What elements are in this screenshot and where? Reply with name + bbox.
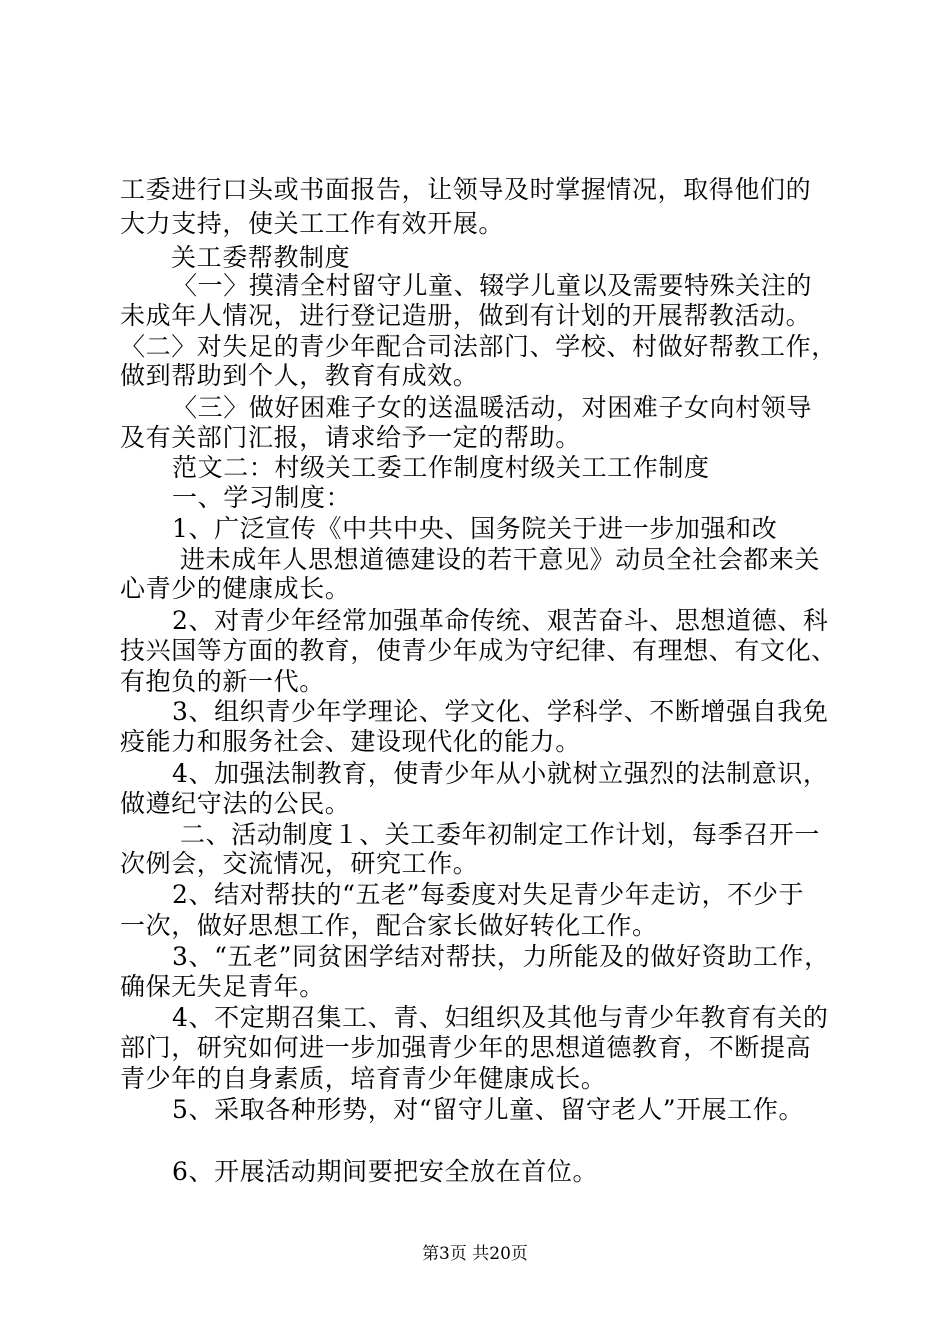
section-heading: 范文二：村级关工委工作制度村级关工工作制度 bbox=[172, 453, 710, 482]
text-line: 一次，做好思想工作，配合家长做好转化工作。 bbox=[120, 911, 658, 940]
text-line: 心青少的健康成长。 bbox=[120, 574, 351, 603]
text-line: 做到帮助到个人，教育有成效。 bbox=[120, 361, 479, 390]
text-line: 〈一〉摸清全村留守儿童、辍学儿童以及需要特殊关注的 bbox=[172, 271, 813, 300]
text-line: 疫能力和服务社会、建设现代化的能力。 bbox=[120, 727, 581, 756]
text-line: 3、组织青少年学理论、学文化、学科学、不断增强自我免 bbox=[172, 697, 829, 726]
text-line: 二、活动制度１、关工委年初制定工作计划，每季召开一 bbox=[180, 820, 821, 849]
text-line: 及有关部门汇报，请求给予一定的帮助。 bbox=[120, 423, 581, 452]
section-heading: 关工委帮教制度 bbox=[171, 243, 351, 272]
text-line: 青少年的自身素质，培育青少年健康成长。 bbox=[120, 1064, 607, 1093]
text-line: 技兴国等方面的教育，使青少年成为守纪律、有理想、有文化、 bbox=[120, 636, 837, 665]
text-line: 确保无失足青年。 bbox=[120, 972, 325, 1001]
text-line: 〈二〉对失足的青少年配合司法部门、学校、村做好帮教工作， bbox=[120, 332, 837, 361]
text-line: 未成年人情况，进行登记造册，做到有计划的开展帮教活动。 bbox=[120, 301, 812, 330]
text-line: 5、采取各种形势，对“留守儿童、留守老人”开展工作。 bbox=[172, 1095, 805, 1124]
text-line: 4、不定期召集工、青、妇组织及其他与青少年教育有关的 bbox=[172, 1003, 829, 1032]
text-line: 次例会，交流情况，研究工作。 bbox=[120, 849, 479, 878]
text-line: 部门，研究如何进一步加强青少年的思想道德教育，不断提高 bbox=[120, 1033, 812, 1062]
text-line: 进未成年人思想道德建设的若干意见》动员全社会都来关 bbox=[180, 545, 821, 574]
page-number: 第3页 共20页 bbox=[422, 1244, 528, 1264]
text-line: 大力支持，使关工工作有效开展。 bbox=[120, 209, 505, 238]
text-line: 6、开展活动期间要把安全放在首位。 bbox=[172, 1157, 599, 1186]
text-line: 2、对青少年经常加强革命传统、艰苦奋斗、思想道德、科 bbox=[172, 606, 829, 635]
text-line: 2、结对帮扶的“五老”每委度对失足青少年走访，不少于 bbox=[172, 880, 805, 909]
text-line: 〈三〉做好困难子女的送温暖活动，对困难子女向村领导 bbox=[172, 393, 813, 422]
text-line: 工委进行口头或书面报告，让领导及时掌握情况，取得他们的 bbox=[120, 175, 812, 204]
text-line: 4、加强法制教育，使青少年从小就树立强烈的法制意识， bbox=[172, 759, 829, 788]
text-line: 做遵纪守法的公民。 bbox=[120, 789, 351, 818]
text-line: 有抱负的新一代。 bbox=[120, 667, 325, 696]
text-line: 3、“五老”同贫困学结对帮扶，力所能及的做好资助工作， bbox=[172, 942, 830, 971]
section-heading: 一、学习制度： bbox=[172, 483, 352, 512]
text-line: 1、广泛宣传《中共中央、国务院关于进一步加强和改 bbox=[172, 514, 778, 543]
